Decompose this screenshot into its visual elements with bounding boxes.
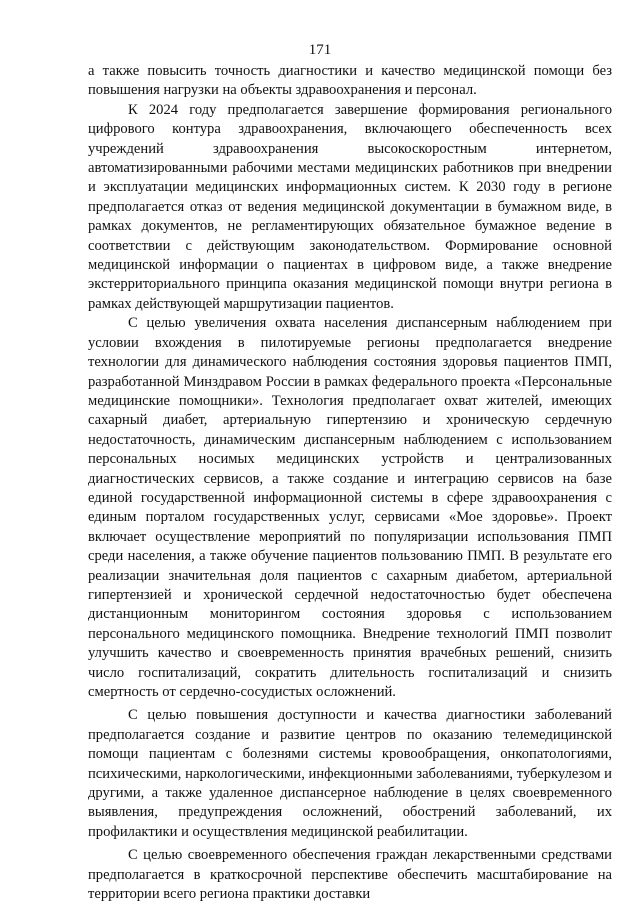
paragraph-2: К 2024 году предполагается завершение формирования регионального цифрового контура здравоохранения, включающего обеспеченность всех учреждений здравоохранения высокоскоростным интернетом, автоматизированными рабочими местами медицинских работников при внедрении и эксплуатации медицинских информационных систем. К 2030 году в регионе предполагается отказ от ведения медицинской документации в бумажном виде, в рамках документов, не регламентирующих обязательное бумажное ведение в соответствии с действующим законодательством. Формирование основной медицинской информации о пациентах в цифровом виде, а также внедрение экстерриториального принципа оказания медицинской помощи внутри региона в рамках действующей маршрутизации пациентов.: [88, 101, 612, 312]
paragraph-4: С целью повышения доступности и качества диагностики заболеваний предполагается создание и развитие центров по оказанию телемедицинской помощи пациентам с болезнями системы кровообращения, онкопатологиями, психическими, наркологическими, инфекционными заболеваниями, туберкулезом и другими, а также удаленное диспансерное наблюдение в целях своевременного выявления, предупреждения осложнений, обострений заболеваний, их профилактики и осуществления медицинской реабилитации.: [88, 707, 612, 840]
paragraph-3: С целью увеличения охвата населения диспансерным наблюдением при условии вхождения в пилотируемые регионы предполагается внедрение технологии для динамического наблюдения состояния здоровья пациентов ПМП, разработанной Минздравом России в рамках федерального проекта «Персональные медицинские помощники». Технология предполагает охват жителей, имеющих сахарный диабет, артериальную гипертензию и хроническую сердечную недостаточность, динамическим диспансерным наблюдением с использованием персональных носимых медицинских устройств и централизованных диагностических сервисов, а также создание и интеграцию сервисов на базе единой государственной информационной системы в сфере здравоохранения с единым порталом государственных услуг, сервисами «Мое здоровье». Проект включает осуществление мероприятий по популяризации использования ПМП среди населения, а также обучение пациентов пользованию ПМП. В результате его реализации значительная доля пациентов с сахарным диабетом, артериальной гипертензией и хронической сердечной недостаточностью будет обеспечена дистанционным мониторингом состояния здоровья с использованием персонального медицинского помощника. Внедрение технологий ПМП позволит улучшить качество и своевременность принятия врачебных решений, снизить число госпитализаций, сократить длительность госпитализаций и снизить смертность от сердечно-сосудистых осложнений.: [88, 315, 612, 700]
paragraph-1: а также повысить точность диагностики и качество медицинской помощи без повышения нагрузки на объекты здравоохранения и персонал.: [88, 63, 612, 99]
document-body: [88, 62, 612, 904]
paragraph-5: С целью своевременного обеспечения граждан лекарственными средствами предполагается в краткосрочной перспективе обеспечить масштабирование на территории всего региона практики доставки: [88, 847, 612, 903]
page-number: 171: [308, 42, 332, 58]
